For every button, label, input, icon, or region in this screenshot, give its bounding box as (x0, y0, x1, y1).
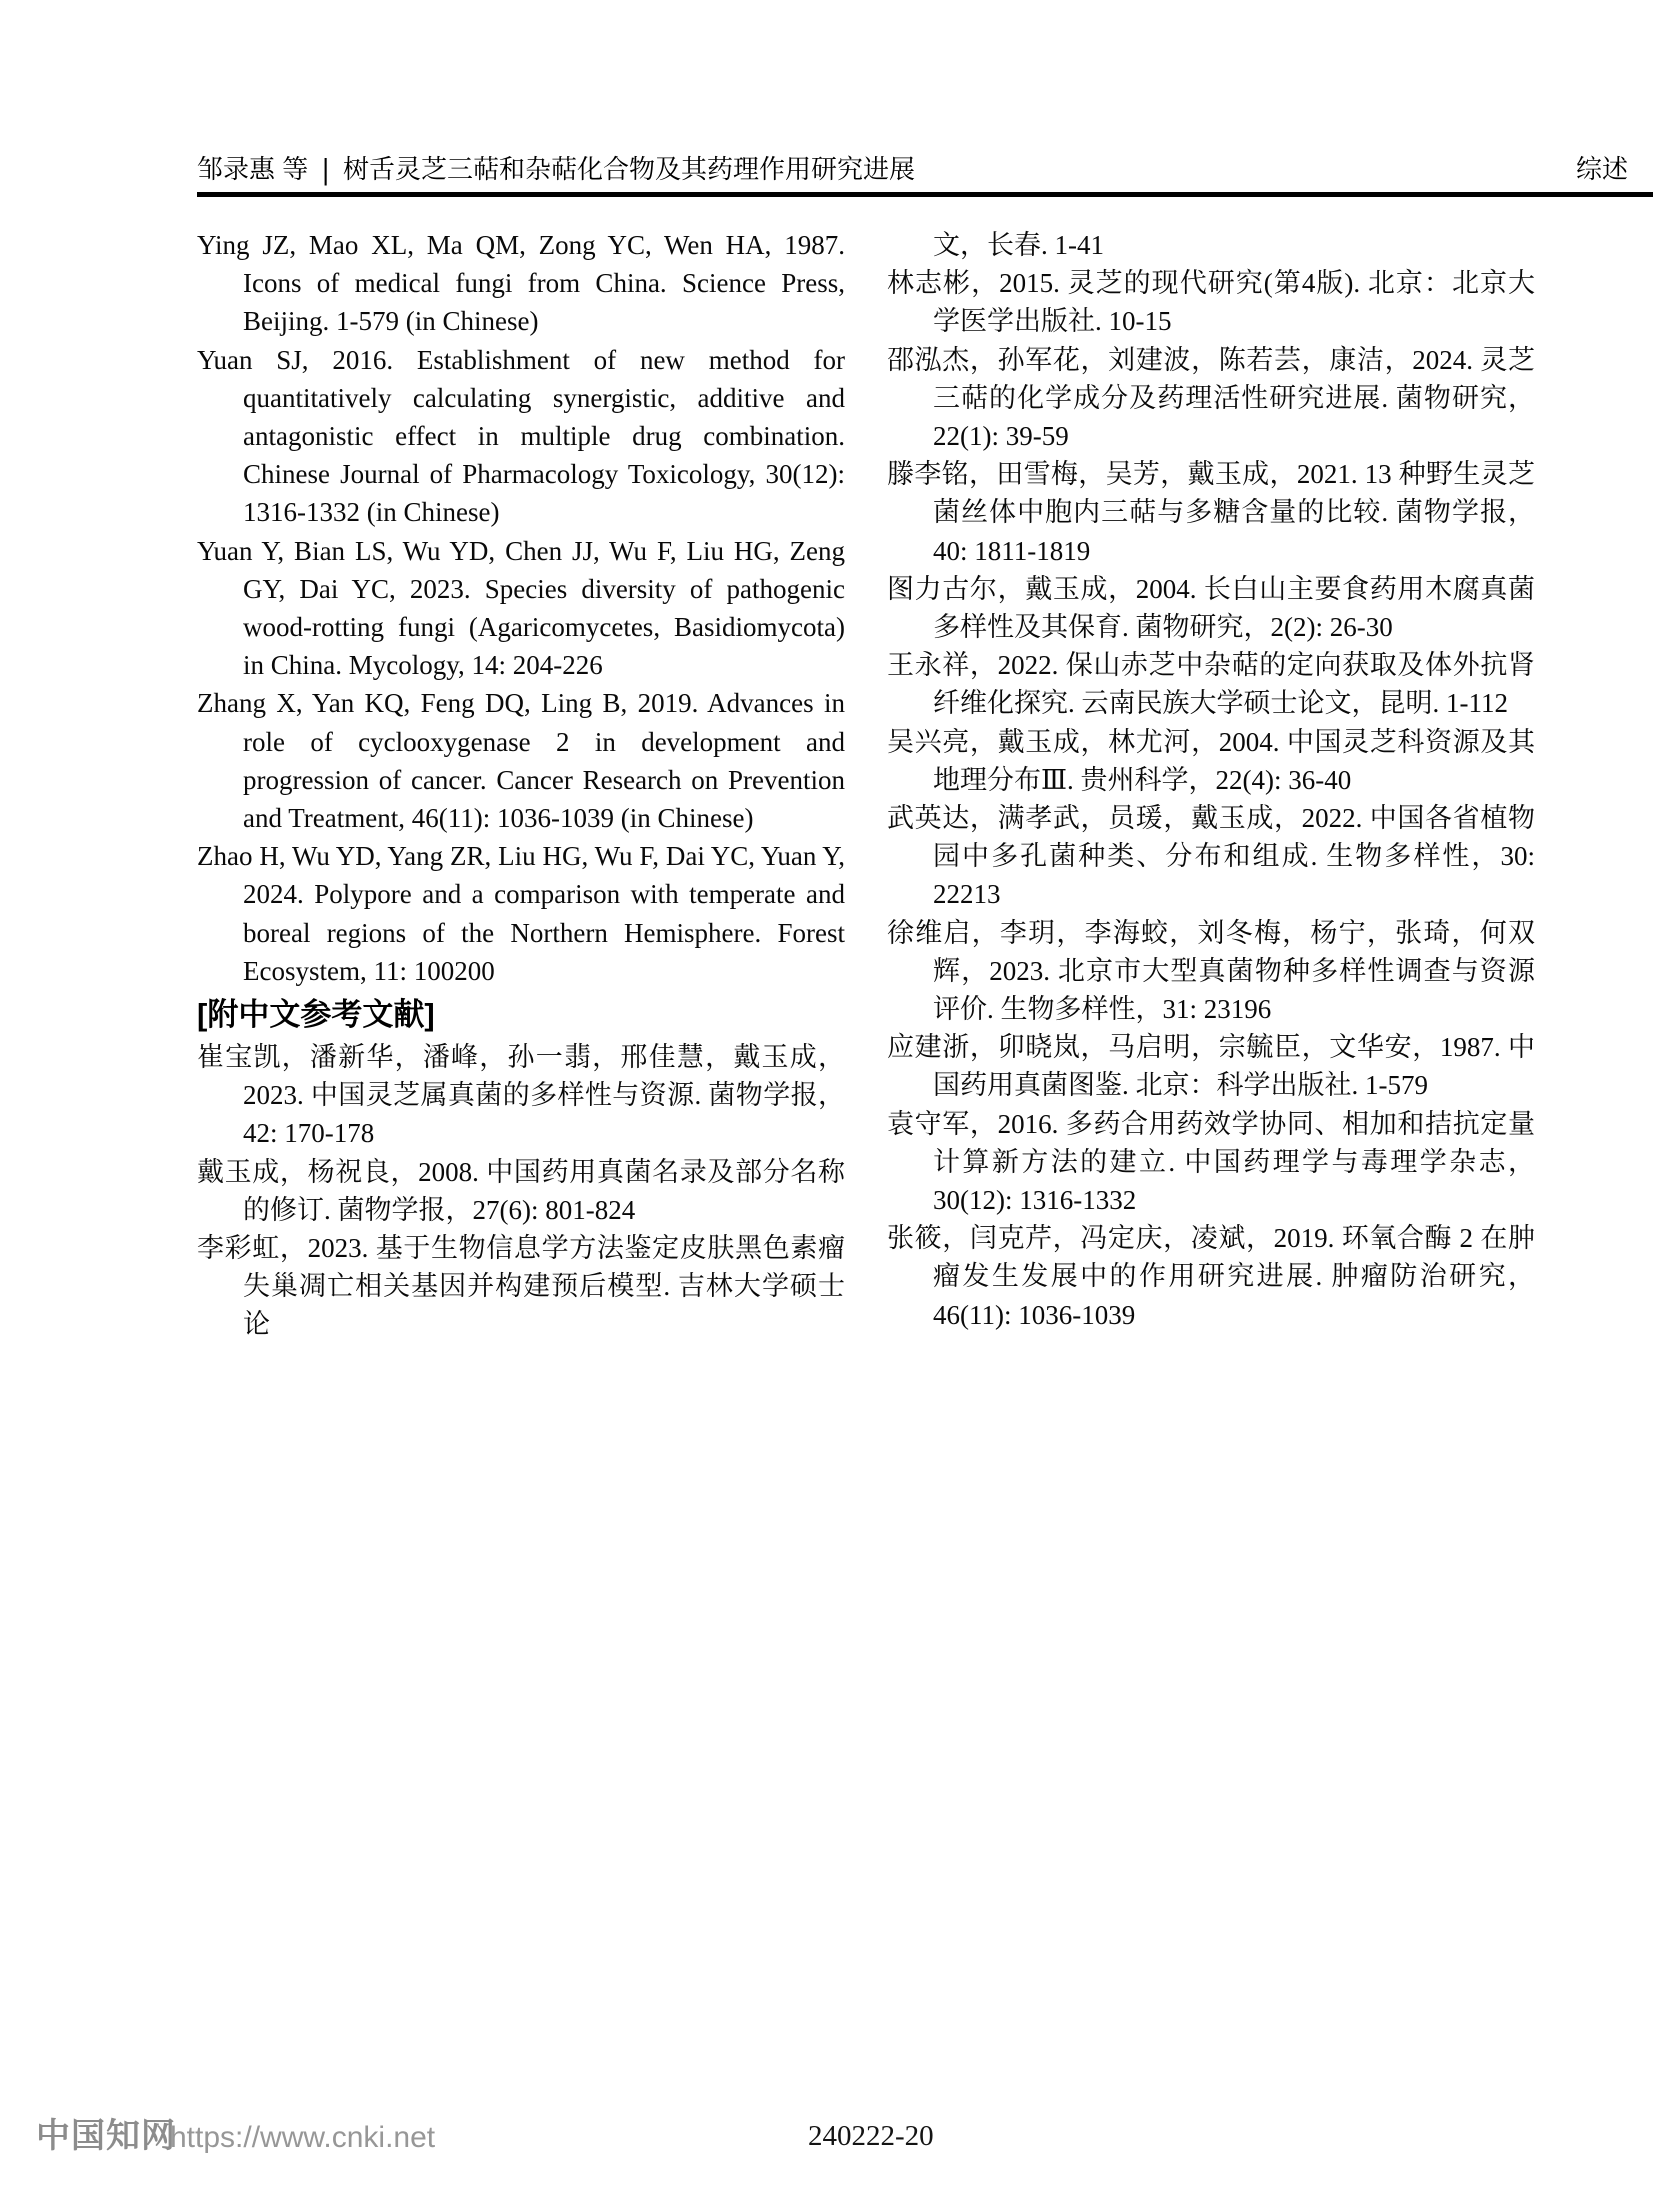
reference-item: Zhao H, Wu YD, Yang ZR, Liu HG, Wu F, Dai YC, Yuan Y, 2024. Polypore and a comparison with temperate and boreal regions of the Northern Hemisphere. Forest Ecosystem, 11: 100200 (197, 841, 845, 986)
header-rule (197, 192, 1653, 197)
reference-item: Yuan SJ, 2016. Establishment of new method for quantitatively calculating synergistic, additive and antagonistic effect in multiple drug combination. Chinese Journal of Pharmacology Toxicology, 30(12): 1316-1332 (in Chinese) (197, 344, 845, 528)
reference-item: 徐维启，李玥，李海蛟，刘冬梅，杨宁，张琦，何双辉，2023. 北京市大型真菌物种多样性调查与资源评价. 生物多样性，31: 23196 (887, 917, 1535, 1025)
reference-item: Ying JZ, Mao XL, Ma QM, Zong YC, Wen HA, 1987. Icons of medical fungi from China. Science Press, Beijing. 1-579 (in Chinese) (197, 230, 845, 337)
page-code: 240222-20 (808, 2120, 934, 2152)
running-header-left (197, 153, 915, 185)
reference-item: 邵泓杰，孙军花，刘建波，陈若芸，康洁，2024. 灵芝三萜的化学成分及药理活性研究进展. 菌物研究，22(1): 39-59 (887, 344, 1535, 452)
reference-item: 张筱，闫克芹，冯定庆，凌斌，2019. 环氧合酶 2 在肿瘤发生发展中的作用研究进展. 肿瘤防治研究，46(11): 1036-1039 (887, 1223, 1535, 1330)
reference-item: 林志彬，2015. 灵芝的现代研究(第4版). 北京：北京大学医学出版社. 10-15 (887, 268, 1535, 337)
references-section (197, 226, 1535, 1344)
header-authors: 邹录惠 等 (197, 154, 309, 184)
reference-item: 崔宝凯，潘新华，潘峰，孙一翡，邢佳慧，戴玉成，2023. 中国灵芝属真菌的多样性与资源. 菌物学报，42: 170-178 (197, 1042, 845, 1149)
reference-item: 吴兴亮，戴玉成，林尤河，2004. 中国灵芝科资源及其地理分布Ⅲ. 贵州科学，22(4): 36-40 (887, 726, 1535, 795)
reference-item: 李彩虹，2023. 基于生物信息学方法鉴定皮肤黑色素瘤失巢凋亡相关基因并构建预后模型. 吉林大学硕士论 (197, 1233, 845, 1340)
chinese-references-heading: [附中文参考文献] (197, 997, 435, 1033)
cnki-brand-text: 中国知网 (36, 2117, 176, 2155)
reference-continuation: 文，长春. 1-41 (933, 230, 1104, 260)
references-column-left (197, 226, 845, 1344)
running-header (197, 153, 1628, 185)
reference-item: Zhang X, Yan KQ, Feng DQ, Ling B, 2019. Advances in role of cyclooxygenase 2 in development and progression of cancer. Cancer Research on Prevention and Treatment, 46(11): 1036-1039 (in Chinese) (197, 688, 845, 834)
cnki-url-text: https://www.cnki.net (170, 2121, 436, 2154)
reference-item: 王永祥，2022. 保山赤芝中杂萜的定向获取及体外抗肾纤维化探究. 云南民族大学硕士论文，昆明. 1-112 (887, 650, 1535, 719)
reference-item: 武英达，满孝武，员瑗，戴玉成，2022. 中国各省植物园中多孔菌种类、分布和组成. 生物多样性，30: 22213 (887, 803, 1535, 910)
references-column-right (887, 226, 1535, 1344)
header-separator: | (322, 151, 329, 187)
reference-item: 袁守军，2016. 多药合用药效学协同、相加和拮抗定量计算新方法的建立. 中国药理学与毒理学杂志，30(12): 1316-1332 (887, 1108, 1535, 1216)
reference-item: 图力古尔，戴玉成，2004. 长白山主要食药用木腐真菌多样性及其保育. 菌物研究，2(2): 26-30 (887, 573, 1535, 643)
reference-item: 戴玉成，杨祝良，2008. 中国药用真菌名录及部分名称的修订. 菌物学报，27(6): 801-824 (197, 1156, 845, 1225)
reference-item: 滕李铭，田雪梅，吴芳，戴玉成，2021. 13 种野生灵芝菌丝体中胞内三萜与多糖含量的比较. 菌物学报，40: 1811-1819 (887, 459, 1535, 566)
header-article-title: 树舌灵芝三萜和杂萜化合物及其药理作用研究进展 (343, 154, 916, 184)
reference-item: Yuan Y, Bian LS, Wu YD, Chen JJ, Wu F, Liu HG, Zeng GY, Dai YC, 2023. Species diversity of pathogenic wood-rotting fungi (Agaricomycetes, Basidiomycota) in China. Mycology, 14: 204-226 (197, 535, 845, 681)
reference-item: 应建浙，卯晓岚，马启明，宗毓臣，文华安，1987. 中国药用真菌图鉴. 北京：科学出版社. 1-579 (887, 1032, 1535, 1101)
header-section-label: 综述 (1575, 154, 1628, 184)
